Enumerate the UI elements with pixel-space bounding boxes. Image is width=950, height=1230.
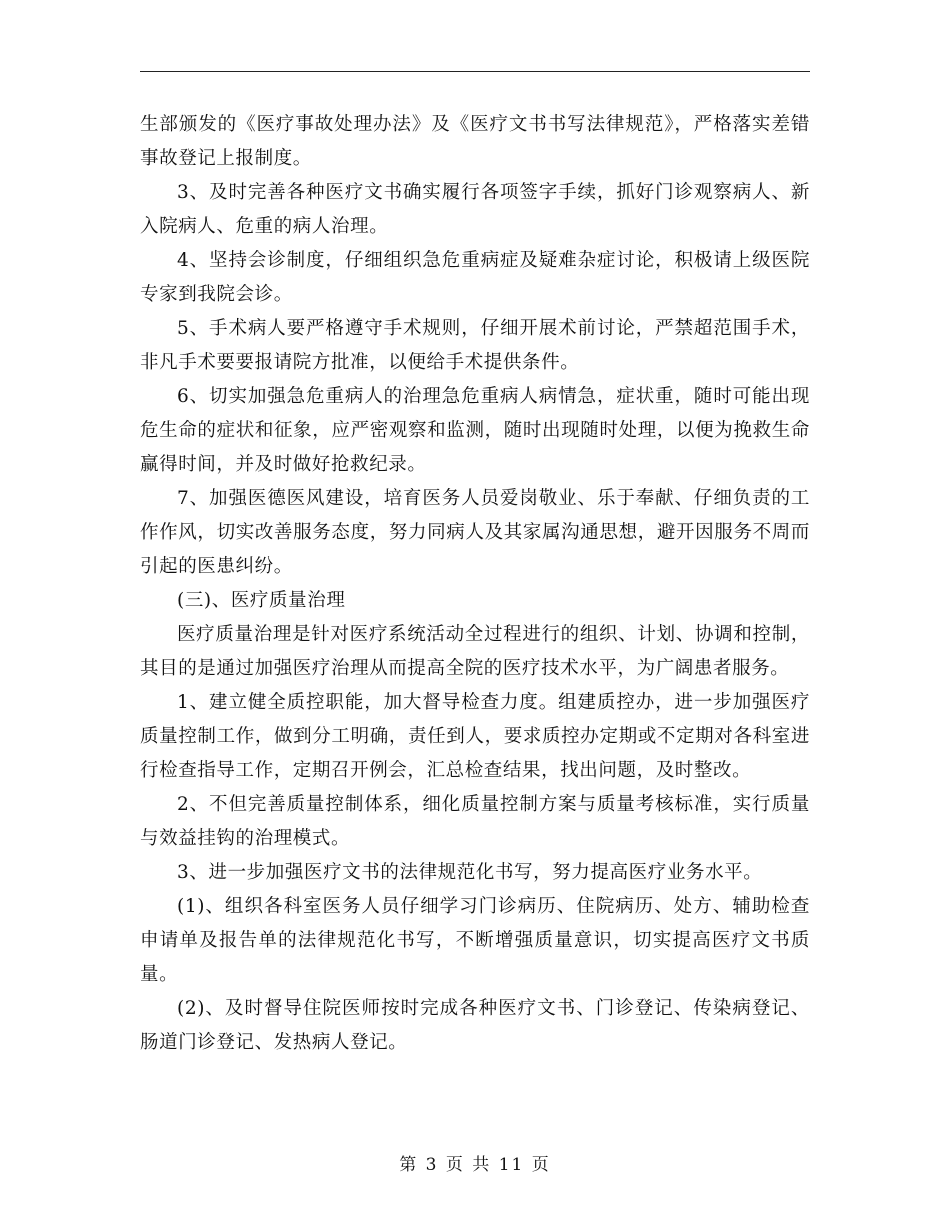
paragraph: (1)、组织各科室医务人员仔细学习门诊病历、住院病历、处方、辅助检查申请单及报告单的法律规范化书写，不断增强质量意识，切实提高医疗文书质量。 (140, 896, 810, 985)
paragraph: 2、不但完善质量控制体系，细化质量控制方案与质量考核标准，实行质量与效益挂钩的治理模式。 (140, 794, 810, 849)
paragraph: 3、进一步加强医疗文书的法律规范化书写，努力提高医疗业务水平。 (177, 862, 763, 883)
paragraph: 7、加强医德医风建设，培育医务人员爱岗敬业、乐于奉献、仔细负责的工作作风，切实改善服务态度，努力同病人及其家属沟通思想，避开因服务不周而引起的医患纠纷。 (140, 488, 810, 577)
paragraph: 3、及时完善各种医疗文书确实履行各项签字手续，抓好门诊观察病人、新入院病人、危重的病人治理。 (140, 182, 810, 237)
document-body (140, 108, 810, 1060)
page-number: 第 3 页 共 11 页 (399, 1155, 551, 1175)
paragraph: 6、切实加强急危重病人的治理急危重病人病情急，症状重，随时可能出现危生命的症状和征象，应严密观察和监测，随时出现随时处理，以便为挽救生命赢得时间，并及时做好抢救纪录。 (140, 386, 810, 475)
paragraph: 5、手术病人要严格遵守手术规则，仔细开展术前讨论，严禁超范围手术，非凡手术要要报请院方批准，以便给手术提供条件。 (140, 318, 810, 373)
paragraph: 医疗质量治理是针对医疗系统活动全过程进行的组织、计划、协调和控制，其目的是通过加强医疗治理从而提高全院的医疗技术水平，为广阔患者服务。 (140, 624, 810, 679)
paragraph: 4、坚持会诊制度，仔细组织急危重病症及疑难杂症讨论，积极请上级医院专家到我院会诊。 (140, 250, 810, 305)
header-rule (140, 71, 810, 72)
paragraph: 生部颁发的《医疗事故处理办法》及《医疗文书书写法律规范》，严格落实差错事故登记上报制度。 (140, 114, 810, 169)
section-heading: (三)、医疗质量治理 (177, 590, 346, 611)
paragraph: 1、建立健全质控职能，加大督导检查力度。组建质控办，进一步加强医疗质量控制工作，做到分工明确，责任到人，要求质控办定期或不定期对各科室进行检查指导工作，定期召开例会，汇总检查结果，找出问题，及时整改。 (140, 692, 810, 781)
paragraph: (2)、及时督导住院医师按时完成各种医疗文书、门诊登记、传染病登记、肠道门诊登记、发热病人登记。 (140, 998, 810, 1053)
